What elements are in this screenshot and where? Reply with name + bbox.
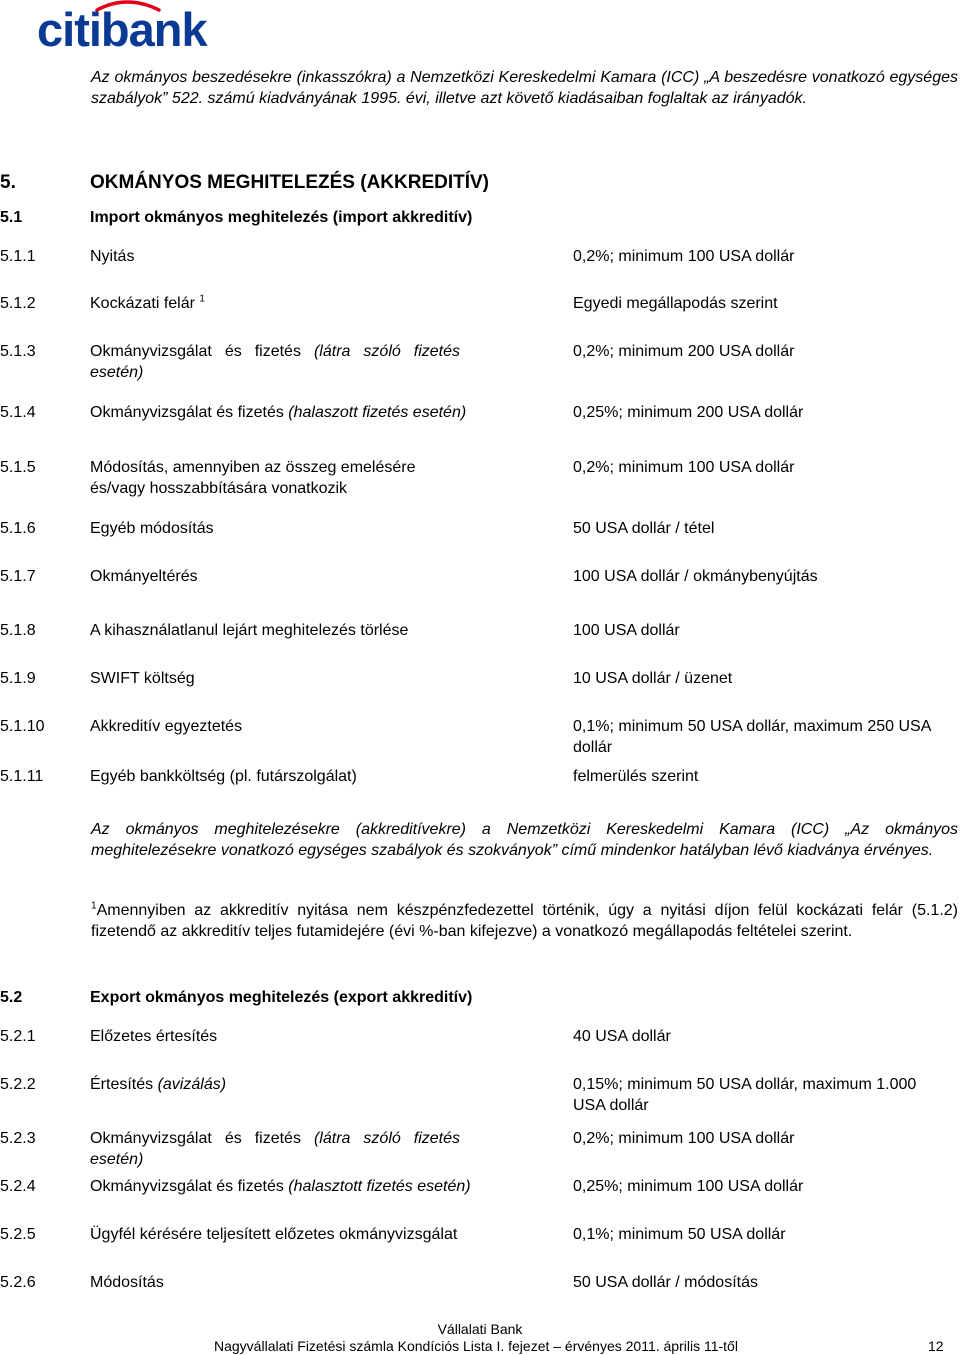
row-value: 50 USA dollár / módosítás: [573, 1274, 758, 1291]
row-label-italic: (halaszott fizetés esetén): [288, 404, 467, 421]
logo-text: citibank: [37, 3, 207, 52]
row-label: [90, 1129, 460, 1170]
import-title: Import okmányos meghitelezés (import akkreditív): [90, 209, 473, 226]
row-value: 0,2%; minimum 100 USA dollár: [573, 248, 795, 265]
footnote-paragraph: [91, 901, 958, 942]
row-value: 0,2%; minimum 100 USA dollár: [573, 1130, 795, 1147]
section-number: 5.: [0, 172, 16, 193]
row-label: [90, 294, 205, 315]
row-value: 50 USA dollár / tétel: [573, 520, 715, 537]
row-value: 10 USA dollár / üzenet: [573, 670, 733, 687]
footnote-ref: 1: [199, 293, 205, 305]
row-label: Módosítás: [90, 1274, 164, 1291]
section-heading: [0, 172, 600, 196]
export-heading: [0, 989, 600, 1009]
row-label-text: Értesítés: [90, 1076, 158, 1093]
row-label-italic: (látra szóló fizetés esetén): [90, 1130, 461, 1168]
row-label-text: Okmányvizsgálat és fizetés: [90, 1130, 314, 1147]
row-label: Ügyfél kérésére teljesített előzetes okmányvizsgálat: [90, 1226, 458, 1243]
row-number: 5.2.6: [0, 1274, 36, 1291]
row-number: 5.1.7: [0, 568, 36, 585]
row-label: Nyitás: [90, 248, 135, 265]
export-title: Export okmányos meghitelezés (export akkreditív): [90, 989, 473, 1006]
section-title: OKMÁNYOS MEGHITELEZÉS (AKKREDITÍV): [90, 172, 490, 193]
footer-document-title: Nagyvállalati Fizetési számla Kondíciós Lista I. fejezet – érvényes 2011. április 11-től: [214, 1338, 738, 1354]
row-number: 5.1.5: [0, 459, 36, 476]
row-number: 5.2.1: [0, 1028, 36, 1045]
row-value: 0,1%; minimum 50 USA dollár, maximum 250 USA dollár: [573, 718, 931, 756]
row-value: 100 USA dollár: [573, 622, 680, 639]
row-label-italic: (avizálás): [157, 1076, 227, 1093]
export-number: 5.2: [0, 989, 23, 1006]
row-label: Előzetes értesítés: [90, 1028, 218, 1045]
row-number: 5.2.4: [0, 1178, 36, 1195]
row-label: Egyéb bankköltség (pl. futárszolgálat): [90, 768, 357, 785]
row-label: Módosítás, amennyiben az összeg emelésére és/vagy hosszabbítására vonatkozik: [90, 459, 416, 497]
intro-paragraph: Az okmányos beszedésekre (inkasszókra) a Nemzetközi Kereskedelmi Kamara (ICC) „A beszedésre vonatkozó egységes szabályok” 522. számú kiadványának 1995. évi, illetve azt követő kiadásaiban foglaltak az irányadók.: [91, 69, 958, 107]
row-number: 5.1.9: [0, 670, 36, 687]
row-number: 5.1.3: [0, 343, 36, 360]
row-value: felmerülés szerint: [573, 768, 699, 785]
row-label: [90, 1075, 226, 1096]
row-number: 5.1.6: [0, 520, 36, 537]
row-label: [90, 1177, 471, 1198]
row-value: 0,25%; minimum 200 USA dollár: [573, 404, 804, 421]
row-value: 100 USA dollár / okmánybenyújtás: [573, 568, 818, 585]
footer-bank-name: Vállalati Bank: [437, 1321, 523, 1337]
import-number: 5.1: [0, 209, 23, 226]
row-number: 5.1.8: [0, 622, 36, 639]
row-number: 5.1.10: [0, 718, 45, 735]
row-label: Okmányeltérés: [90, 568, 198, 585]
row-value: 0,25%; minimum 100 USA dollár: [573, 1178, 804, 1195]
page-number: 12: [928, 1338, 944, 1354]
footnote-text: Amennyiben az akkreditív nyitása nem készpénzfedezettel történik, úgy a nyitási díjon felül kockázati felár (5.1.2) fizetendő az akkreditív teljes futamidejére (évi %-ban kifejezve) a vonatkozó megállapodás feltételei szerint.: [91, 902, 958, 940]
row-label-text: Okmányvizsgálat és fizetés: [90, 1178, 289, 1195]
row-label-text: Kockázati felár: [90, 295, 195, 312]
row-label: SWIFT költség: [90, 670, 195, 687]
row-value: 0,2%; minimum 100 USA dollár: [573, 459, 795, 476]
row-label: [90, 403, 466, 424]
row-label-italic: (halasztott fizetés esetén): [288, 1178, 471, 1195]
row-number: 5.1.1: [0, 248, 36, 265]
icc-note-paragraph: Az okmányos meghitelezésekre (akkreditívekre) a Nemzetközi Kereskedelmi Kamara (ICC) „Az okmányos meghitelezésekre vonatkozó egységes szabályok és szokványok” című mindenkor hatályban lévő kiadványa érvényes.: [91, 821, 958, 859]
footnote-mark: 1: [91, 900, 97, 912]
row-label-text: Okmányvizsgálat és fizetés: [90, 404, 289, 421]
row-number: 5.1.11: [0, 768, 44, 785]
row-value: Egyedi megállapodás szerint: [573, 295, 778, 312]
row-number: 5.1.2: [0, 295, 36, 312]
row-label: [90, 342, 460, 383]
import-heading: [0, 209, 600, 229]
row-value: 40 USA dollár: [573, 1028, 671, 1045]
citibank-logo: [37, 0, 222, 52]
row-label: A kihasználatlanul lejárt meghitelezés törlése: [90, 622, 409, 639]
row-label-text: Okmányvizsgálat és fizetés: [90, 343, 314, 360]
row-label: Akkreditív egyeztetés: [90, 718, 243, 735]
row-number: 5.2.2: [0, 1076, 36, 1093]
row-number: 5.2.5: [0, 1226, 36, 1243]
row-label: Egyéb módosítás: [90, 520, 214, 537]
row-value: 0,15%; minimum 50 USA dollár, maximum 1.000 USA dollár: [573, 1076, 917, 1114]
row-number: 5.1.4: [0, 404, 36, 421]
row-value: 0,2%; minimum 200 USA dollár: [573, 343, 795, 360]
row-number: 5.2.3: [0, 1130, 36, 1147]
row-value: 0,1%; minimum 50 USA dollár: [573, 1226, 786, 1243]
row-label-italic: (látra szóló fizetés esetén): [90, 343, 461, 381]
